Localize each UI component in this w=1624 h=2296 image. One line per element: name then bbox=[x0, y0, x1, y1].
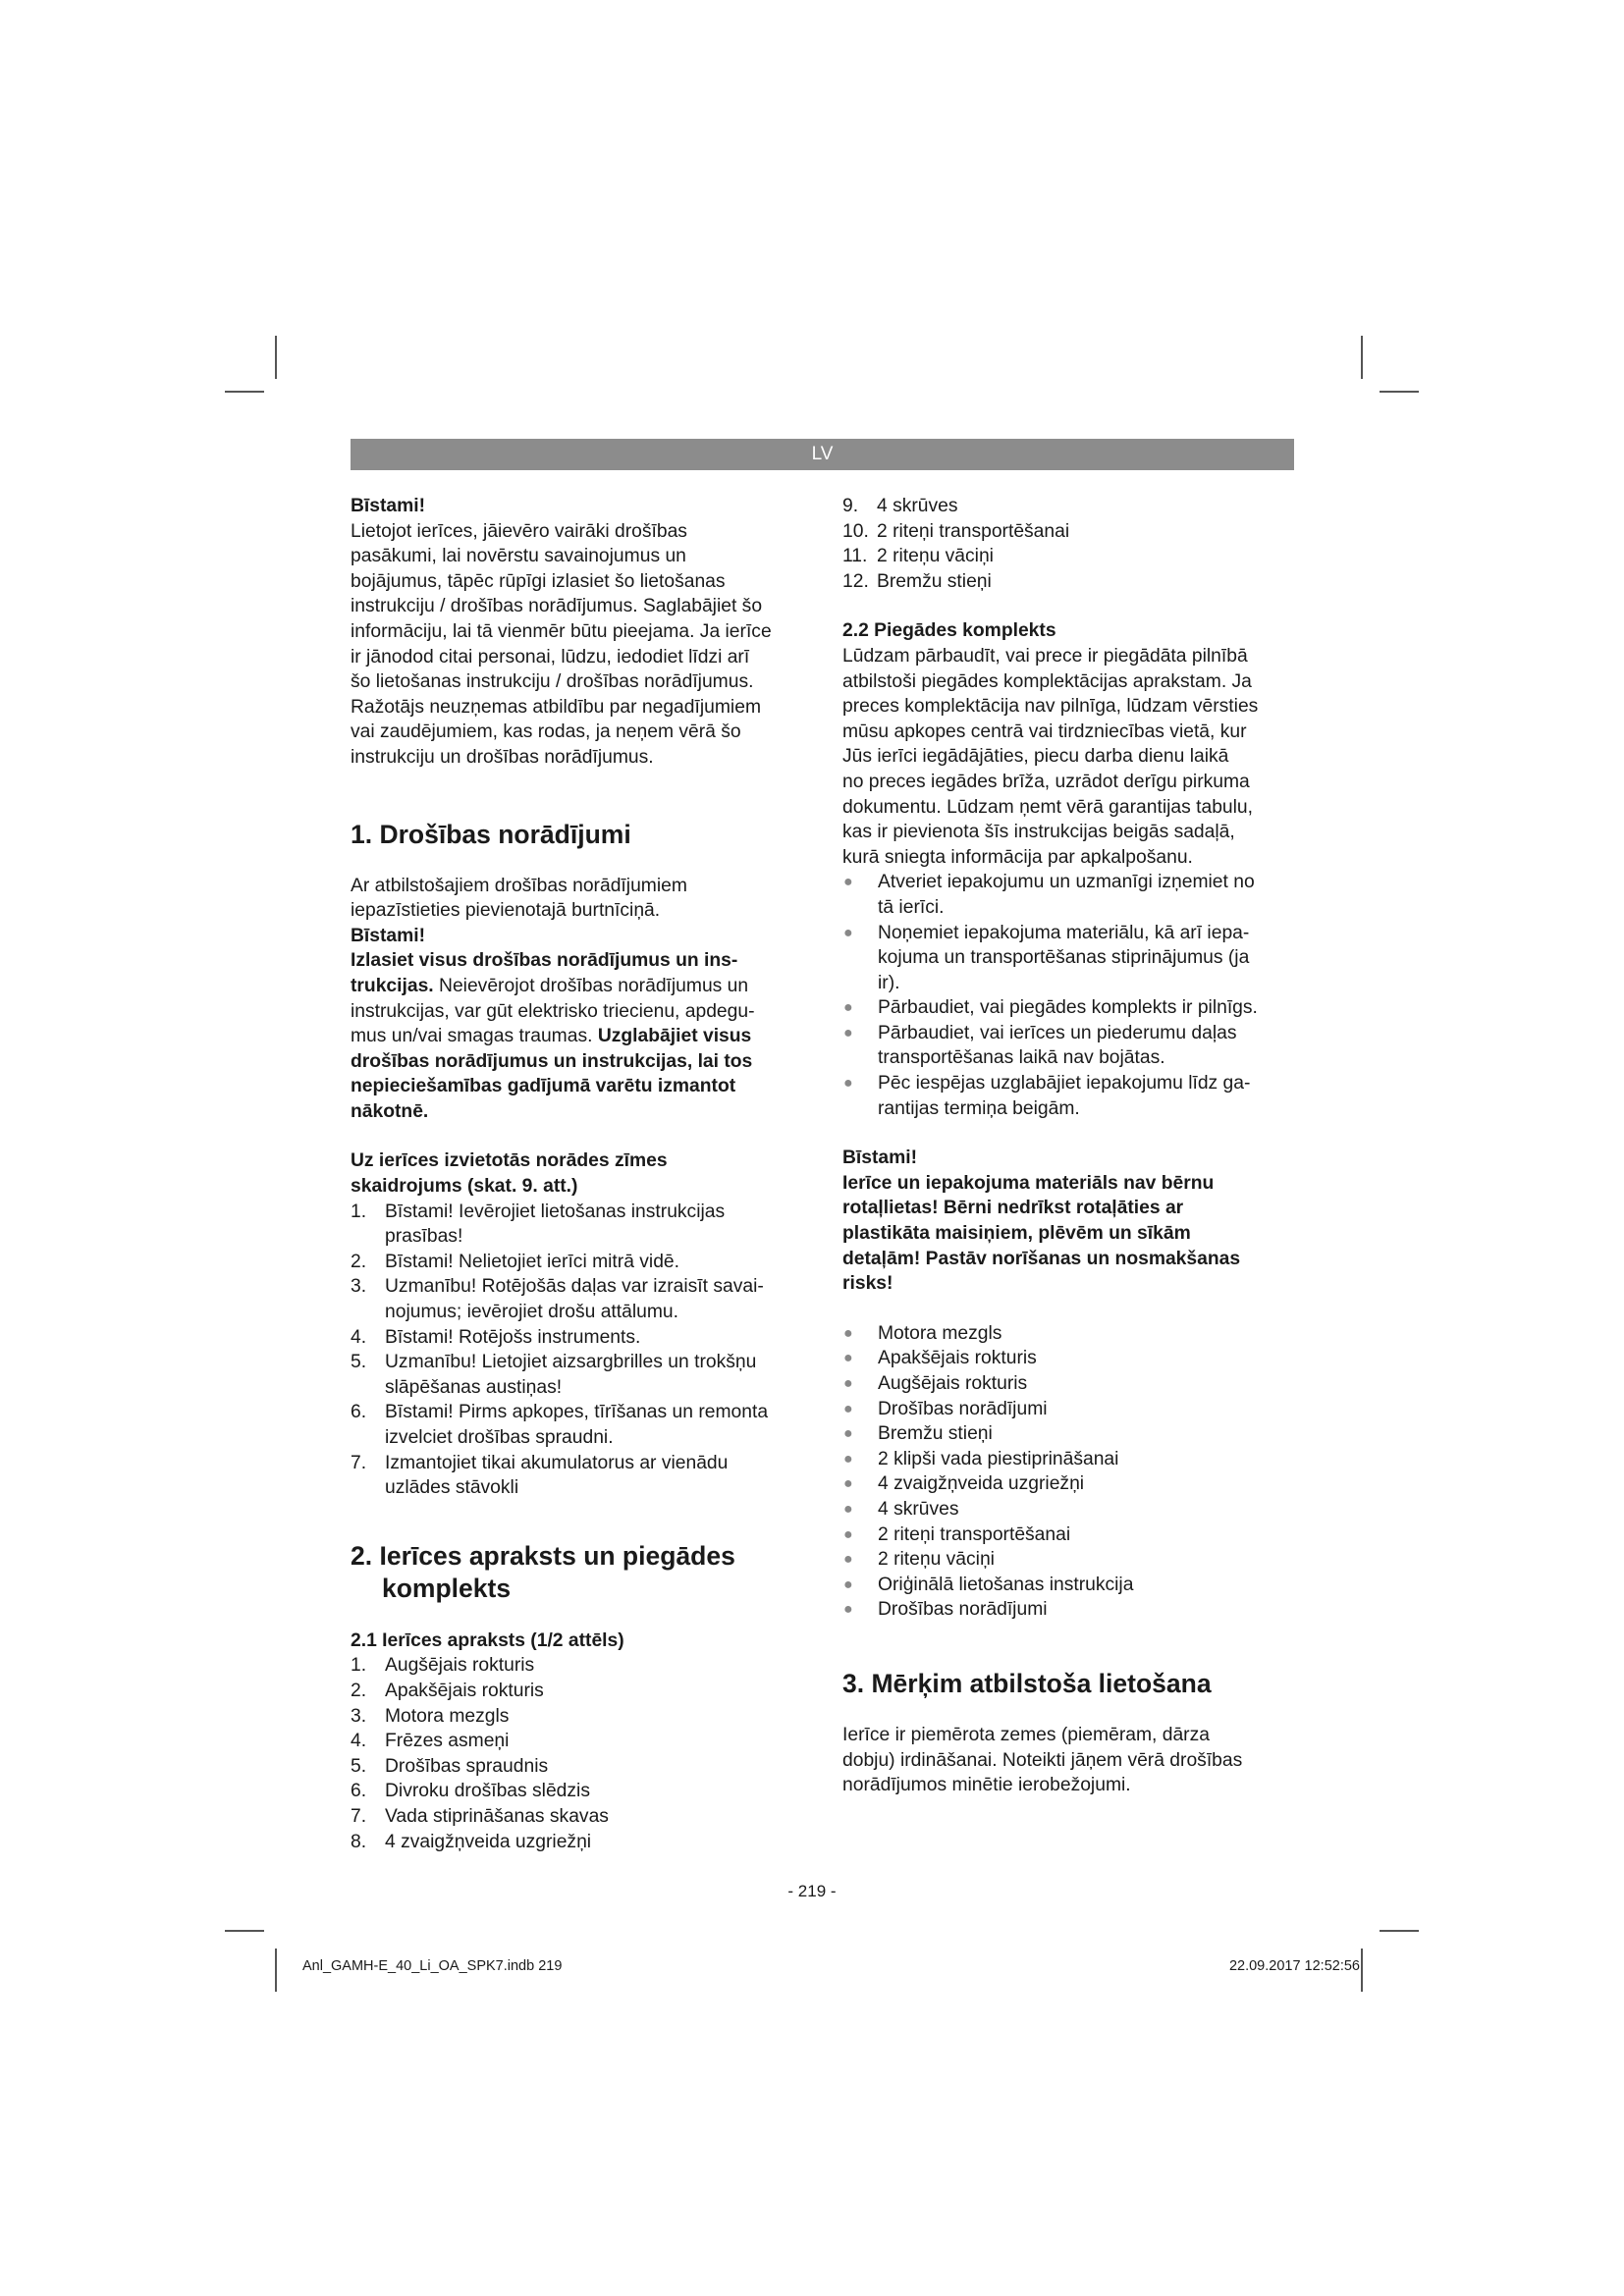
part-name: Frēzes asmeņi bbox=[385, 1731, 510, 1752]
delivery-item bbox=[842, 1597, 1296, 1623]
delivery-item-text: 4 skrūves bbox=[878, 1498, 959, 1520]
part-item bbox=[842, 569, 1296, 595]
part-name: 2 riteņi transportēšanai bbox=[877, 520, 1070, 542]
parts-list bbox=[351, 1653, 802, 1854]
part-number: 11. bbox=[842, 546, 868, 567]
language-header-bar bbox=[351, 439, 1294, 470]
sign-number: 6. bbox=[351, 1402, 367, 1423]
right-column bbox=[842, 494, 1296, 1798]
signs-title: Uz ierīces izvietotās norādes zīmes skaidrojums (skat. 9. att.) bbox=[351, 1150, 668, 1198]
part-item bbox=[351, 1754, 802, 1780]
crop-mark bbox=[225, 1930, 264, 1932]
delivery-item bbox=[842, 1346, 1296, 1371]
text-line: pasākumi, lai novērstu savainojumus un bbox=[351, 546, 686, 567]
delivery-item bbox=[842, 1321, 1296, 1347]
step-text: Pārbaudiet, vai ierīces un piederumu daļas bbox=[878, 1022, 1237, 1043]
crop-mark bbox=[1361, 336, 1363, 379]
bullet-icon: ● bbox=[843, 1350, 853, 1367]
sign-text: Bīstami! Nelietojiet ierīci mitrā vidē. bbox=[385, 1251, 680, 1272]
section-1-warning: Bīstami! bbox=[351, 925, 426, 946]
sign-text: Uzmanību! Lietojiet aizsargbrilles un trokšņu bbox=[385, 1352, 757, 1373]
sign-number: 7. bbox=[351, 1452, 367, 1473]
part-item bbox=[351, 1804, 802, 1830]
delivery-item-text: Oriģinālā lietošanas instrukcija bbox=[878, 1574, 1134, 1595]
bullet-icon: ● bbox=[843, 1601, 853, 1619]
bullet-icon: ● bbox=[843, 874, 853, 891]
left-column bbox=[351, 494, 802, 1854]
parts-list-continued bbox=[842, 494, 1296, 594]
part-name: 2 riteņu vāciņi bbox=[877, 546, 994, 567]
print-date: 22.09.2017 12:52:56 bbox=[1228, 1958, 1360, 1974]
part-number: 5. bbox=[351, 1755, 367, 1777]
part-name: Apakšējais rokturis bbox=[385, 1680, 544, 1701]
part-item bbox=[842, 494, 1296, 519]
section-2-2-text bbox=[842, 644, 1296, 870]
text-line: Ierīce ir piemērota zemes (piemēram, dārza bbox=[842, 1724, 1210, 1745]
sign-number: 2. bbox=[351, 1251, 367, 1272]
part-number: 3. bbox=[351, 1705, 367, 1727]
part-item bbox=[842, 544, 1296, 569]
part-item bbox=[842, 519, 1296, 545]
part-name: 4 zvaigžņveida uzgriežņi bbox=[385, 1831, 592, 1852]
section-3-text bbox=[842, 1723, 1296, 1798]
delivery-item bbox=[842, 1522, 1296, 1548]
delivery-item-text: Bremžu stieņi bbox=[878, 1423, 993, 1445]
delivery-item-text: 2 riteņu vāciņi bbox=[878, 1549, 995, 1571]
delivery-item bbox=[842, 1371, 1296, 1397]
sign-item bbox=[351, 1250, 802, 1275]
part-name: Divroku drošības slēdzis bbox=[385, 1781, 590, 1802]
bullet-icon: ● bbox=[843, 1551, 853, 1569]
text-line: Ierīce un iepakojuma materiāls nav bērnu bbox=[842, 1172, 1215, 1194]
sign-text: Bīstami! Ievērojiet lietošanas instrukcijas bbox=[385, 1201, 726, 1222]
delivery-item-text: 2 riteņi transportēšanai bbox=[878, 1523, 1071, 1545]
sign-text: Izmantojiet tikai akumulatorus ar vienādu bbox=[385, 1452, 729, 1473]
section-2-title: 2. Ierīces apraksts un piegādes komplekts bbox=[351, 1540, 735, 1603]
text-line: detaļām! Pastāv norīšanas un nosmakšanas bbox=[842, 1248, 1241, 1269]
crop-mark bbox=[1380, 391, 1419, 393]
text-line: iepazīstieties pievienotajā burtnīciņā. bbox=[351, 900, 661, 922]
part-item bbox=[351, 1729, 802, 1754]
delivery-item-text: Motora mezgls bbox=[878, 1322, 1002, 1344]
bullet-icon: ● bbox=[843, 999, 853, 1017]
delivery-list bbox=[842, 1321, 1296, 1623]
sign-number: 3. bbox=[351, 1276, 367, 1298]
sign-number: 4. bbox=[351, 1326, 367, 1348]
warning-text bbox=[351, 519, 802, 771]
text-line: Ar atbilstošajiem drošības norādījumiem bbox=[351, 875, 687, 896]
part-name: Bremžu stieņi bbox=[877, 570, 992, 592]
step-text: Pārbaudiet, vai piegādes komplekts ir pilnīgs. bbox=[878, 997, 1258, 1019]
part-item bbox=[351, 1830, 802, 1855]
text-line: mūsu apkopes centrā vai tirdzniecības vietā, kur bbox=[842, 721, 1247, 742]
section-1-bold-2: Uzglabājiet visus drošības norādījumus un instrukcijas, lai tos nepieciešamības gadījumā varētu izmantot nākotnē. bbox=[351, 1026, 753, 1122]
unpack-step bbox=[842, 921, 1296, 996]
text-line: risks! bbox=[842, 1273, 893, 1295]
text-line: Jūs ierīci iegādājāties, piecu darba dienu laikā bbox=[842, 746, 1229, 768]
text-line: no preces iegādes brīža, uzrādot derīgu pirkuma bbox=[842, 771, 1250, 792]
part-number: 12. bbox=[842, 570, 869, 592]
text-line: Lietojot ierīces, jāievēro vairāki drošības bbox=[351, 520, 687, 542]
step-text: transportēšanas laikā nav bojātas. bbox=[878, 1047, 1165, 1069]
signs-list bbox=[351, 1200, 802, 1501]
section-3-title: 3. Mērķim atbilstoša lietošana bbox=[842, 1668, 1212, 1698]
step-text: Pēc iespējas uzglabājiet iepakojumu līdz ga- bbox=[878, 1073, 1251, 1095]
delivery-item bbox=[842, 1447, 1296, 1472]
bullet-icon: ● bbox=[843, 1500, 853, 1518]
bullet-icon: ● bbox=[843, 1075, 853, 1093]
delivery-item-text: 4 zvaigžņveida uzgriežņi bbox=[878, 1473, 1085, 1495]
text-line: informāciju, lai tā vienmēr būtu pieejama. Ja ierīce bbox=[351, 620, 772, 642]
text-line: šo lietošanas instrukciju / drošības norādījumus. bbox=[351, 671, 754, 693]
warning-2-title: Bīstami! bbox=[842, 1148, 918, 1169]
delivery-item bbox=[842, 1471, 1296, 1497]
bullet-icon: ● bbox=[843, 1024, 853, 1041]
sign-text: uzlādes stāvokli bbox=[385, 1477, 519, 1499]
sign-number: 5. bbox=[351, 1352, 367, 1373]
part-name: Augšējais rokturis bbox=[385, 1655, 535, 1677]
sign-text: Uzmanību! Rotējošās daļas var izraisīt savai- bbox=[385, 1276, 764, 1298]
text-line: instrukciju / drošības norādījumus. Saglabājiet šo bbox=[351, 596, 763, 617]
part-number: 7. bbox=[351, 1805, 367, 1827]
text-line: norādījumos minētie ierobežojumi. bbox=[842, 1775, 1131, 1796]
part-number: 4. bbox=[351, 1731, 367, 1752]
step-text: tā ierīci. bbox=[878, 896, 945, 918]
bullet-icon: ● bbox=[843, 1425, 853, 1443]
section-1-title: 1. Drošības norādījumi bbox=[351, 819, 631, 849]
crop-mark bbox=[1380, 1930, 1419, 1932]
delivery-item bbox=[842, 1421, 1296, 1447]
step-text: Noņemiet iepakojuma materiālu, kā arī iepa- bbox=[878, 922, 1250, 943]
sign-number: 1. bbox=[351, 1201, 367, 1222]
part-number: 8. bbox=[351, 1831, 367, 1852]
delivery-item-text: Drošības norādījumi bbox=[878, 1599, 1048, 1621]
bullet-icon: ● bbox=[843, 1575, 853, 1593]
part-name: Drošības spraudnis bbox=[385, 1755, 549, 1777]
sign-item bbox=[351, 1350, 802, 1400]
sign-text: prasības! bbox=[385, 1226, 463, 1248]
section-1-body bbox=[351, 948, 802, 1124]
delivery-item-text: Apakšējais rokturis bbox=[878, 1348, 1037, 1369]
part-item bbox=[351, 1779, 802, 1804]
text-line: dobju) irdināšanai. Noteikti jāņem vērā drošības bbox=[842, 1749, 1243, 1771]
text-line: preces komplektācija nav pilnīga, lūdzam vērsties bbox=[842, 696, 1259, 718]
delivery-item bbox=[842, 1573, 1296, 1598]
part-name: Motora mezgls bbox=[385, 1705, 510, 1727]
section-2-1-title: 2.1 Ierīces apraksts (1/2 attēls) bbox=[351, 1629, 624, 1651]
text-line: kurā sniegta informācija par apkalpošanu. bbox=[842, 846, 1193, 868]
section-1-intro bbox=[351, 874, 802, 924]
sign-item bbox=[351, 1325, 802, 1351]
step-text: Atveriet iepakojumu un uzmanīgi izņemiet no bbox=[878, 872, 1255, 893]
part-item bbox=[351, 1679, 802, 1704]
step-text: ir). bbox=[878, 972, 900, 993]
text-line: instrukciju un drošības norādījumus. bbox=[351, 746, 654, 768]
bullet-icon: ● bbox=[843, 924, 853, 941]
bullet-icon: ● bbox=[843, 1450, 853, 1468]
delivery-item bbox=[842, 1397, 1296, 1422]
unpack-step bbox=[842, 995, 1296, 1021]
text-line: Ražotājs neuzņemas atbildību par negadījumiem bbox=[351, 696, 762, 718]
part-number: 9. bbox=[842, 496, 859, 516]
step-text: kojuma un transportēšanas stiprinājumus (ja bbox=[878, 947, 1250, 969]
bullet-icon: ● bbox=[843, 1324, 853, 1342]
bullet-icon: ● bbox=[843, 1400, 853, 1417]
sign-text: nojumus; ievērojiet drošu attālumu. bbox=[385, 1302, 679, 1323]
text-line: dokumentu. Lūdzam ņemt vērā garantijas tabulu, bbox=[842, 796, 1254, 818]
crop-mark bbox=[225, 391, 264, 393]
language-code: LV bbox=[811, 444, 834, 464]
part-number: 6. bbox=[351, 1781, 367, 1802]
unpack-step bbox=[842, 1071, 1296, 1121]
warning-title: Bīstami! bbox=[351, 496, 426, 516]
section-1-bold-1: Izlasiet visus drošības norādījumus un ins- trukcijas. bbox=[351, 950, 738, 996]
unpack-step bbox=[842, 1021, 1296, 1071]
delivery-item bbox=[842, 1497, 1296, 1522]
file-name: Anl_GAMH-E_40_Li_OA_SPK7.indb 219 bbox=[302, 1958, 563, 1974]
bullet-icon: ● bbox=[843, 1475, 853, 1493]
delivery-item-text: Augšējais rokturis bbox=[878, 1373, 1028, 1394]
sign-item bbox=[351, 1200, 802, 1250]
part-item bbox=[351, 1653, 802, 1679]
crop-mark bbox=[1361, 1949, 1363, 1992]
step-text: rantijas termiņa beigām. bbox=[878, 1097, 1080, 1119]
text-line: bojājumus, tāpēc rūpīgi izlasiet šo lietošanas bbox=[351, 570, 726, 592]
bullet-icon: ● bbox=[843, 1375, 853, 1392]
sign-text: Bīstami! Rotējošs instruments. bbox=[385, 1326, 641, 1348]
text-line: kas ir pievienota šīs instrukcijas beigās sadaļā, bbox=[842, 822, 1235, 843]
part-number: 2. bbox=[351, 1680, 367, 1701]
text-line: plastikāta maisiņiem, plēvēm un sīkām bbox=[842, 1223, 1191, 1245]
text-line: rotaļlietas! Bērni nedrīkst rotaļāties ar bbox=[842, 1198, 1184, 1219]
unpack-step bbox=[842, 870, 1296, 920]
sign-text: slāpēšanas austiņas! bbox=[385, 1376, 563, 1398]
sign-item bbox=[351, 1451, 802, 1501]
delivery-item-text: 2 klipši vada piestiprināšanai bbox=[878, 1448, 1119, 1469]
bullet-icon: ● bbox=[843, 1525, 853, 1543]
delivery-item-text: Drošības norādījumi bbox=[878, 1398, 1048, 1419]
text-line: ir jānodod citai personai, lūdzu, iedodiet līdzi arī bbox=[351, 646, 750, 667]
part-name: Vada stiprināšanas skavas bbox=[385, 1805, 609, 1827]
delivery-item bbox=[842, 1547, 1296, 1573]
part-item bbox=[351, 1704, 802, 1730]
text-line: Lūdzam pārbaudīt, vai prece ir piegādāta pilnībā bbox=[842, 645, 1248, 667]
part-number: 1. bbox=[351, 1655, 367, 1677]
sign-item bbox=[351, 1274, 802, 1324]
part-number: 10. bbox=[842, 520, 869, 542]
sign-text: izvelciet drošības spraudni. bbox=[385, 1427, 614, 1448]
section-1-normal: Neievērojot drošības norādījumus un instrukcijas, var gūt elektrisko triecienu, apdegu- mus un/vai smagas traumas. bbox=[351, 975, 755, 1047]
unpack-steps-list bbox=[842, 870, 1296, 1121]
sign-text: Bīstami! Pirms apkopes, tīrīšanas un remonta bbox=[385, 1402, 769, 1423]
section-2-2-title: 2.2 Piegādes komplekts bbox=[842, 620, 1056, 642]
text-line: vai zaudējumiem, kas rodas, ja neņem vērā šo bbox=[351, 721, 741, 743]
warning-2-text bbox=[842, 1171, 1296, 1297]
text-line: atbilstoši piegādes komplektācijas aprakstam. Ja bbox=[842, 670, 1252, 692]
part-name: 4 skrūves bbox=[877, 496, 958, 516]
sign-item bbox=[351, 1400, 802, 1450]
crop-mark bbox=[275, 336, 277, 379]
page-number: - 219 - bbox=[787, 1882, 837, 1900]
crop-mark bbox=[275, 1949, 277, 1992]
